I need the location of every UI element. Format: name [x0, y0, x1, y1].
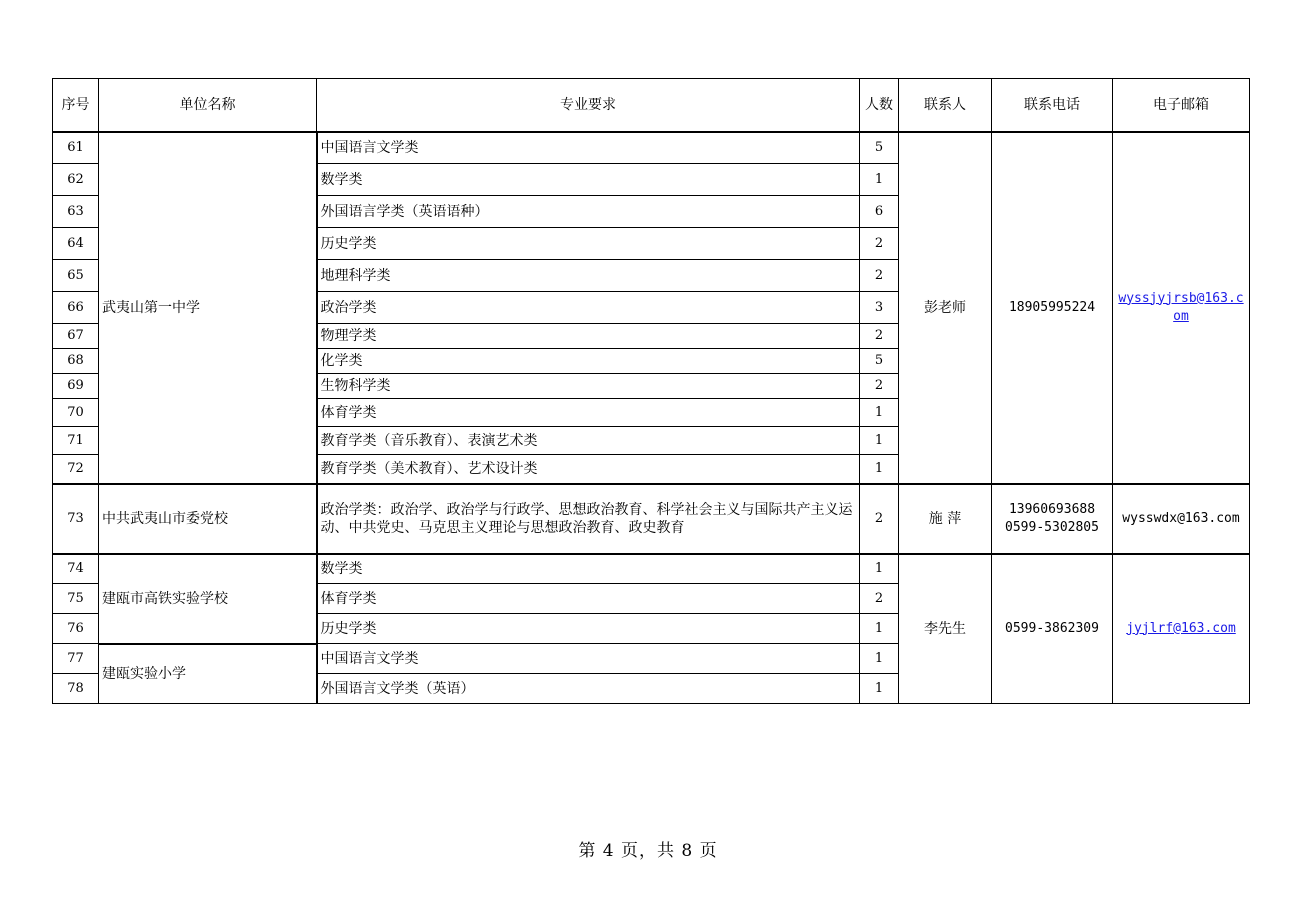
header-count: 人数	[860, 79, 899, 132]
header-unit: 单位名称	[99, 79, 317, 132]
row-number: 74	[53, 554, 99, 584]
contact-email: wysswdx@163.com	[1113, 484, 1250, 554]
count-cell: 2	[860, 228, 899, 260]
header-email: 电子邮箱	[1113, 79, 1250, 132]
requirement-cell: 教育学类（音乐教育）、表演艺术类	[317, 427, 860, 455]
header-no: 序号	[53, 79, 99, 132]
row-number: 61	[53, 132, 99, 164]
count-cell: 1	[860, 455, 899, 484]
requirement-cell: 物理学类	[317, 324, 860, 349]
table-row	[53, 132, 1250, 164]
row-number: 77	[53, 644, 99, 674]
page-footer: 第 4 页，共 8 页	[578, 841, 718, 861]
row-number: 78	[53, 674, 99, 704]
requirement-cell: 地理科学类	[317, 260, 860, 292]
header-row	[53, 79, 1250, 132]
header-phone: 联系电话	[992, 79, 1113, 132]
requirement-cell: 中国语言文学类	[317, 644, 860, 674]
count-cell: 1	[860, 614, 899, 644]
count-cell: 1	[860, 554, 899, 584]
count-cell: 5	[860, 349, 899, 374]
requirement-cell: 体育学类	[317, 399, 860, 427]
unit-name: 建瓯市高铁实验学校	[99, 554, 317, 644]
count-cell: 2	[860, 324, 899, 349]
row-number: 69	[53, 374, 99, 399]
phone-line-1: 13960693688	[1008, 501, 1096, 517]
count-cell: 1	[860, 399, 899, 427]
recruitment-table	[52, 78, 1250, 704]
requirement-cell: 外国语言学类（英语语种）	[317, 196, 860, 228]
unit-name: 建瓯实验小学	[99, 644, 317, 704]
requirement-cell: 生物科学类	[317, 374, 860, 399]
row-number: 63	[53, 196, 99, 228]
count-cell: 1	[860, 674, 899, 704]
unit-name: 武夷山第一中学	[99, 132, 317, 484]
requirement-cell: 外国语言文学类（英语）	[317, 674, 860, 704]
count-cell: 2	[860, 260, 899, 292]
requirement-cell: 教育学类（美术教育）、艺术设计类	[317, 455, 860, 484]
table-row	[53, 554, 1250, 584]
row-number: 66	[53, 292, 99, 324]
requirement-cell: 化学类	[317, 349, 860, 374]
row-number: 65	[53, 260, 99, 292]
contact-person: 施 萍	[899, 484, 992, 554]
count-cell: 1	[860, 164, 899, 196]
phone-line-2: 0599-5302805	[1005, 519, 1099, 535]
row-number: 71	[53, 427, 99, 455]
count-cell: 6	[860, 196, 899, 228]
email-link[interactable]: jyjlrf@163.com	[1126, 620, 1236, 636]
contact-phone: 0599-3862309	[992, 554, 1113, 704]
table-row	[53, 484, 1250, 554]
requirement-cell: 政治学类：政治学、政治学与行政学、思想政治教育、科学社会主义与国际共产主义运动、中共党史、马克思主义理论与思想政治教育、政史教育	[317, 484, 860, 554]
row-number: 73	[53, 484, 99, 554]
requirement-cell: 历史学类	[317, 228, 860, 260]
row-number: 72	[53, 455, 99, 484]
row-number: 68	[53, 349, 99, 374]
contact-person: 李先生	[899, 554, 992, 704]
count-cell: 1	[860, 644, 899, 674]
row-number: 62	[53, 164, 99, 196]
row-number: 70	[53, 399, 99, 427]
count-cell: 1	[860, 427, 899, 455]
header-requirement: 专业要求	[317, 79, 860, 132]
count-cell: 5	[860, 132, 899, 164]
header-contact: 联系人	[899, 79, 992, 132]
contact-email	[1113, 132, 1250, 484]
contact-email	[1113, 554, 1250, 704]
contact-person: 彭老师	[899, 132, 992, 484]
unit-name: 中共武夷山市委党校	[99, 484, 317, 554]
row-number: 64	[53, 228, 99, 260]
row-number: 76	[53, 614, 99, 644]
contact-phone: 18905995224	[992, 132, 1113, 484]
count-cell: 3	[860, 292, 899, 324]
row-number: 75	[53, 584, 99, 614]
requirement-cell: 体育学类	[317, 584, 860, 614]
requirement-cell: 数学类	[317, 164, 860, 196]
count-cell: 2	[860, 374, 899, 399]
count-cell: 2	[860, 584, 899, 614]
email-link[interactable]: wyssjyjrsb@163.com	[1118, 290, 1244, 324]
contact-phone	[992, 484, 1113, 554]
requirement-cell: 数学类	[317, 554, 860, 584]
row-number: 67	[53, 324, 99, 349]
count-cell: 2	[860, 484, 899, 554]
requirement-cell: 中国语言文学类	[317, 132, 860, 164]
requirement-cell: 历史学类	[317, 614, 860, 644]
requirement-cell: 政治学类	[317, 292, 860, 324]
